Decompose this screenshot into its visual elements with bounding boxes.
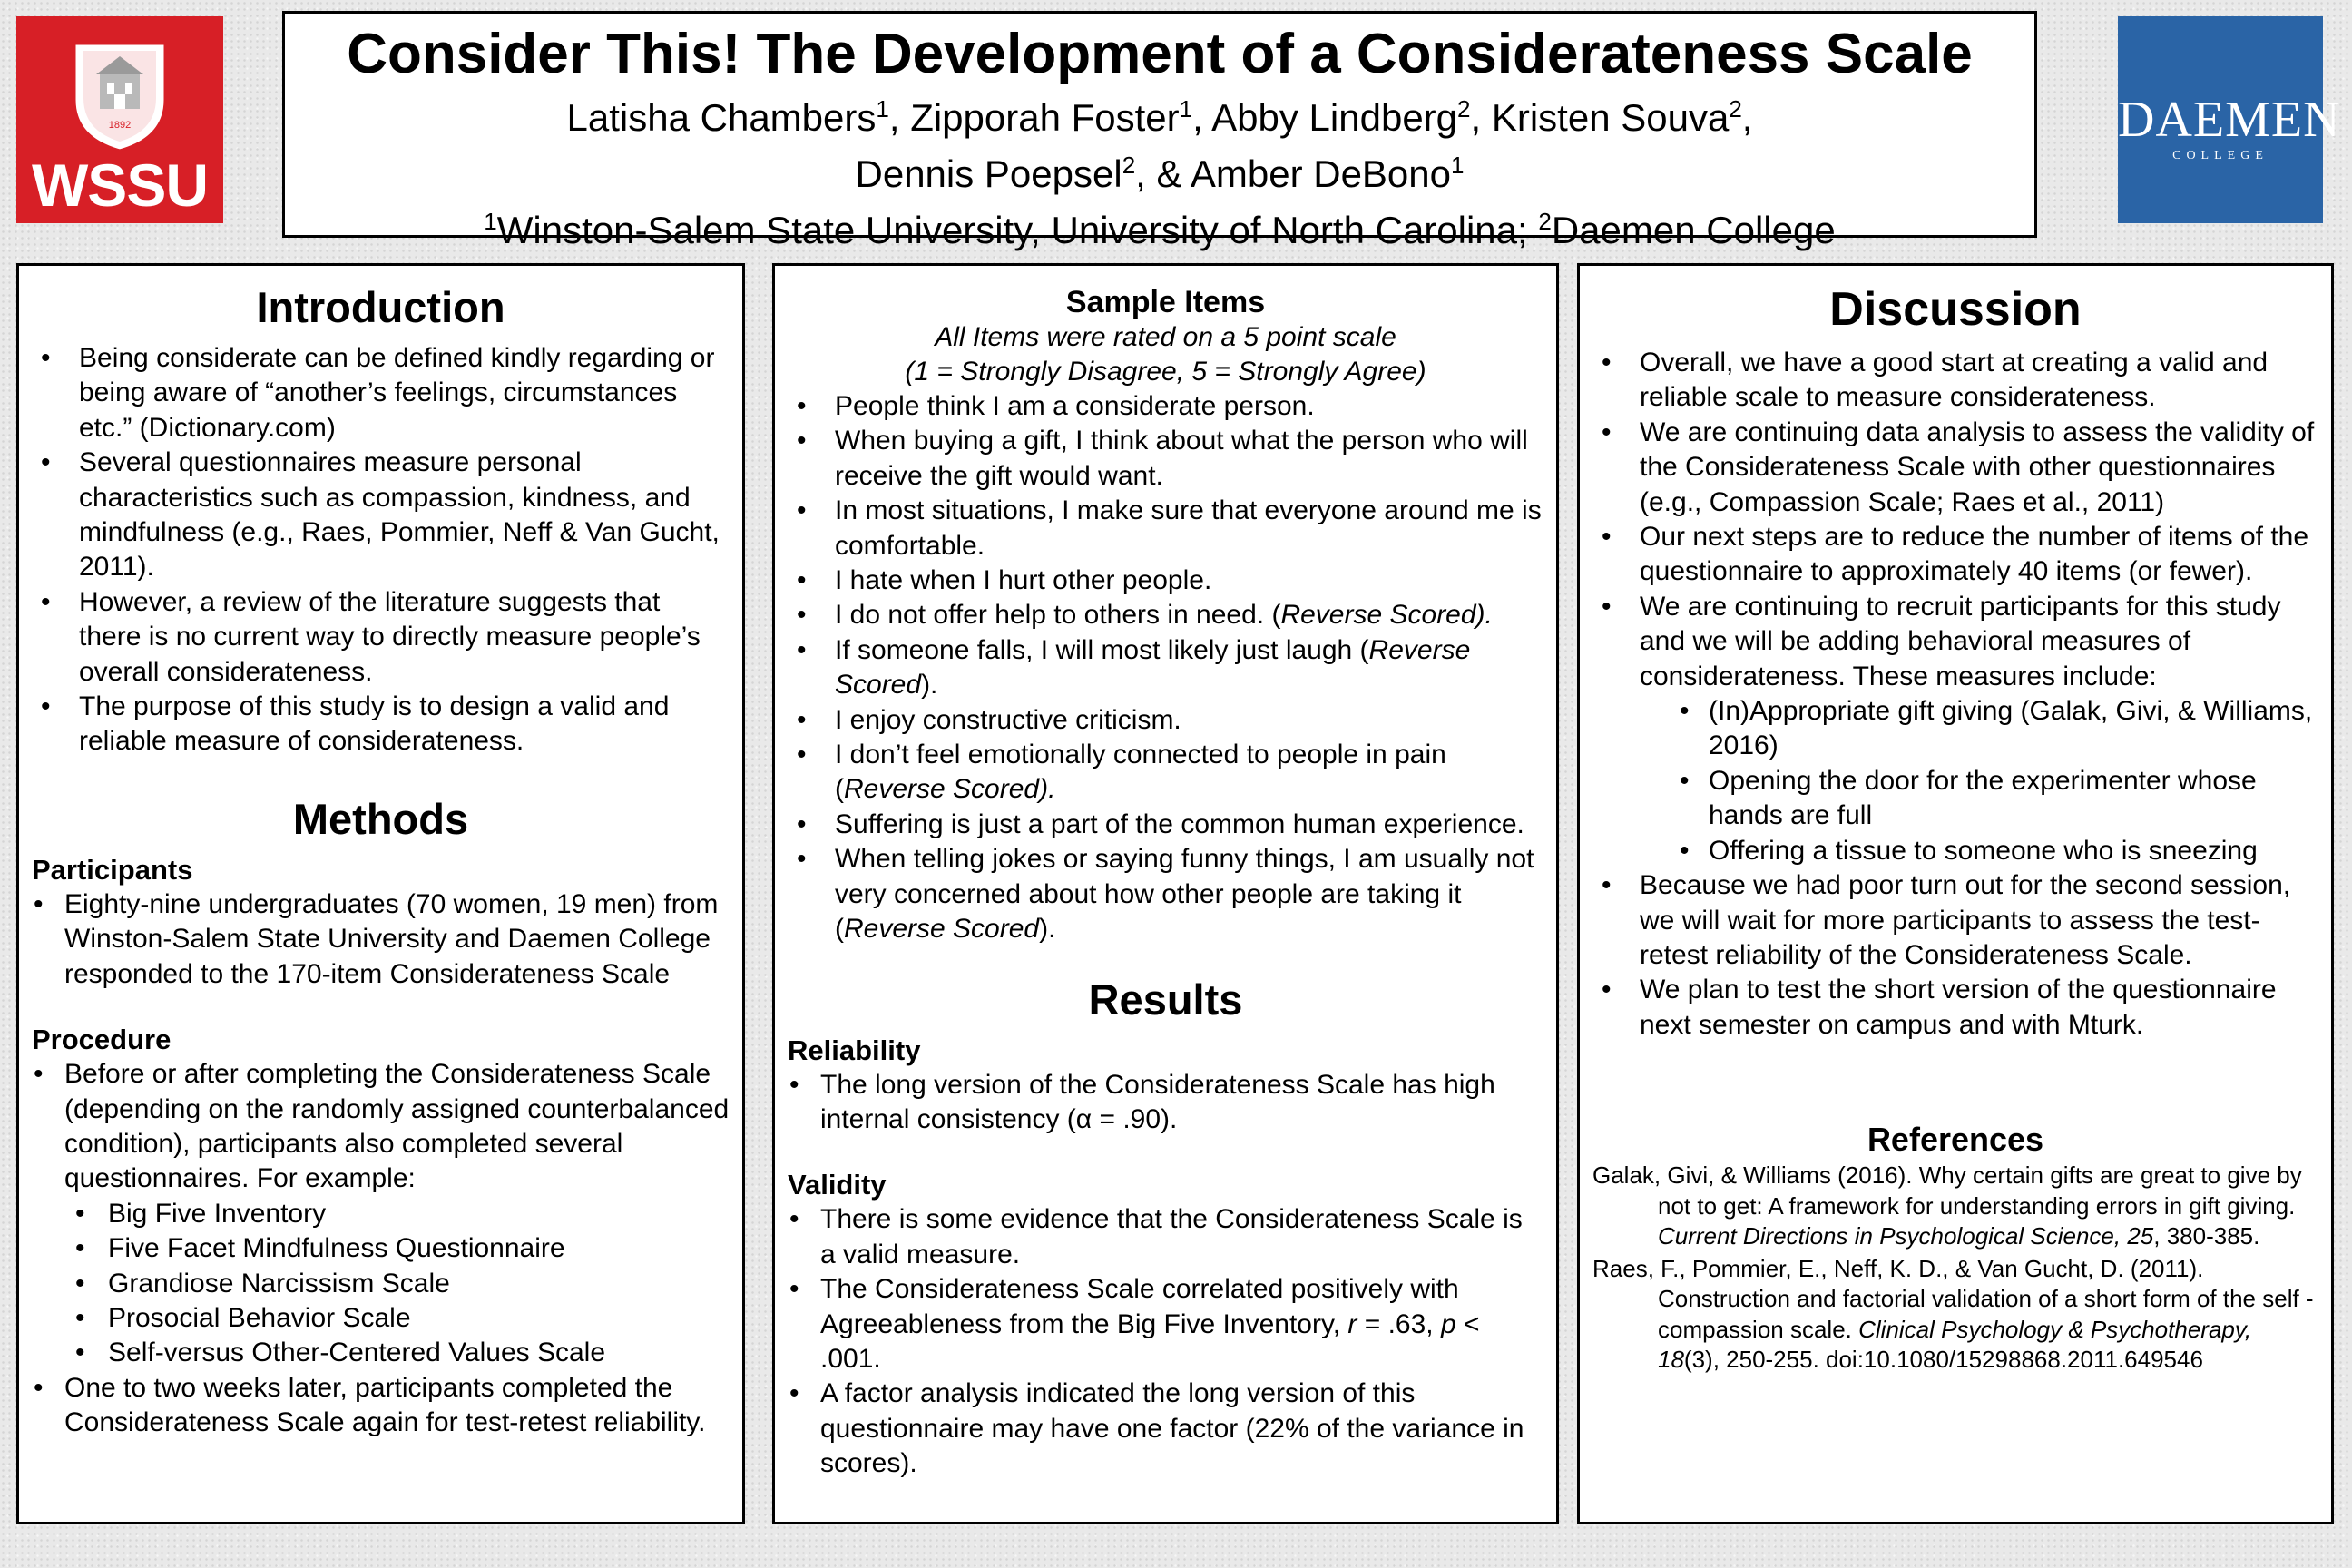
discussion-title: Discussion <box>1829 283 2082 336</box>
behavioral-measures-list <box>1592 694 2318 868</box>
list-item: • When buying a gift, I think about what the person who will receive the gift would want. <box>788 424 1544 494</box>
daemen-subtext: COLLEGE <box>2172 149 2269 162</box>
discussion-list <box>1592 346 2318 694</box>
list-item: • Prosocial Behavior Scale <box>32 1301 730 1336</box>
sample-items-title: Sample Items <box>1065 285 1266 319</box>
list-item: • There is some evidence that the Considerateness Scale is a valid measure. <box>788 1202 1544 1272</box>
procedure-followup-list <box>32 1371 730 1441</box>
list-item: • In most situations, I make sure that everyone around me is comfortable. <box>788 494 1544 564</box>
right-panel <box>1577 263 2334 1524</box>
list-item: • When telling jokes or saying funny things, I am usually not very concerned about how other people are taking it (Reverse Scored). <box>788 842 1544 946</box>
left-panel <box>16 263 745 1524</box>
list-item: • However, a review of the literature suggests that there is no current way to directly measure people’s overall considerateness. <box>32 585 730 690</box>
wssu-logo <box>16 16 223 223</box>
crest-icon <box>65 36 174 154</box>
methods-title: Methods <box>292 794 469 843</box>
participants-title: Participants <box>32 853 193 886</box>
references-title: References <box>1867 1121 2044 1159</box>
authors-line-2: Dennis Poepsel$^2$, & Amber DeBono$^1$ <box>855 152 1465 196</box>
list-item: • Grandiose Narcissism Scale <box>32 1267 730 1301</box>
poster-header <box>282 11 2037 252</box>
list-item: • Suffering is just a part of the common human experience. <box>788 808 1544 842</box>
list-item: • I don’t feel emotionally connected to people in pain (Reverse Scored). <box>788 738 1544 808</box>
questionnaire-list <box>32 1197 730 1371</box>
list-item: • I hate when I hurt other people. <box>788 564 1544 598</box>
list-item: • People think I am a considerate person. <box>788 389 1544 424</box>
reliability-title: Reliability <box>788 1034 921 1066</box>
list-item: • I enjoy constructive criticism. <box>788 703 1544 738</box>
list-item: • Several questionnaires measure personal characteristics such as compassion, kindness, and mindfulness (e.g., Raes, Pommier, Neff & Van Gucht, 2011). <box>32 446 730 585</box>
middle-panel <box>772 263 1559 1524</box>
scale-anchors: (1 = Strongly Disagree, 5 = Strongly Agree) <box>905 357 1426 387</box>
reference-entry: Raes, F., Pommier, E., Neff, K. D., & Van Gucht, D. (2011). Construction and factorial validation of a short form of the self - compassion scale. Clinical Psychology & Psychotherapy, 18(3), 250-255. doi:10.1080/15298868.2011.649546 <box>1592 1254 2314 1374</box>
list-item: • The Considerateness Scale correlated positively with Agreeableness from the Big Five Inventory, r = .63, p < .001. <box>788 1272 1544 1377</box>
validity-list <box>788 1202 1544 1481</box>
procedure-list <box>32 1057 730 1197</box>
daemen-logo <box>2118 16 2341 223</box>
list-item: • Eighty-nine undergraduates (70 women, 19 men) from Winston-Salem State University and Daemen College responded to the 170-item Considerateness Scale <box>32 887 730 992</box>
list-item: • We plan to test the short version of the questionnaire next semester on campus and with Mturk. <box>1592 973 2318 1043</box>
introduction-list <box>32 341 730 760</box>
sample-items-list <box>788 389 1544 947</box>
list-item: • Five Facet Mindfulness Questionnaire <box>32 1231 730 1266</box>
validity-title: Validity <box>788 1169 887 1201</box>
poster-title: Consider This! The Development of a Considerateness Scale <box>347 23 1973 85</box>
list-item: • Big Five Inventory <box>32 1197 730 1231</box>
reliability-list <box>788 1068 1544 1138</box>
list-item: • Being considerate can be defined kindly regarding or being aware of “another’s feelings, circumstances etc.” (Dictionary.com) <box>32 341 730 446</box>
list-item: • One to two weeks later, participants completed the Considerateness Scale again for test-retest reliability. <box>32 1371 730 1441</box>
procedure-title: Procedure <box>32 1024 172 1056</box>
list-item: • Self-versus Other-Centered Values Scale <box>32 1336 730 1370</box>
list-item: • We are continuing data analysis to assess the validity of the Considerateness Scale with other questionnaires (e.g., Compassion Scale; Raes et al., 2011) <box>1592 416 2318 520</box>
discussion-list-continued <box>1592 868 2318 1043</box>
list-item: • We are continuing to recruit participants for this study and we will be adding behavioral measures of considerateness. These measures include: <box>1592 590 2318 694</box>
list-item: • I do not offer help to others in need. (Reverse Scored). <box>788 598 1544 632</box>
list-item: • Because we had poor turn out for the second session, we will wait for more participants to assess the test-retest reliability of the Considerateness Scale. <box>1592 868 2318 973</box>
list-item: • Offering a tissue to someone who is sneezing <box>1592 834 2318 868</box>
affiliations: $^1$Winston-Salem State University, University of North Carolina; $^2$Daemen College <box>484 208 1836 252</box>
list-item: • A factor analysis indicated the long version of this questionnaire may have one factor (22% of the variance in scores). <box>788 1377 1544 1481</box>
scale-note: All Items were rated on a 5 point scale <box>935 322 1396 352</box>
participants-list <box>32 887 730 992</box>
daemen-wordmark: DAEMEN <box>2118 92 2341 148</box>
list-item: • The long version of the Considerateness Scale has high internal consistency (α = .90). <box>788 1068 1544 1138</box>
list-item: • If someone falls, I will most likely just laugh (Reverse Scored). <box>788 633 1544 703</box>
list-item: • Overall, we have a good start at creating a valid and reliable scale to measure considerateness. <box>1592 346 2318 416</box>
introduction-title: Introduction <box>256 283 505 331</box>
list-item: • Before or after completing the Considerateness Scale (depending on the randomly assigned counterbalanced condition), participants also completed several questionnaires. For example: <box>32 1057 730 1197</box>
reference-entry: Galak, Givi, & Williams (2016). Why certain gifts are great to give by not to get: A framework for understanding errors in gift giving. Current Directions in Psychological Science, 25, 380-385. <box>1592 1161 2302 1250</box>
wssu-wordmark: WSSU <box>32 152 208 219</box>
list-item: • The purpose of this study is to design a valid and reliable measure of considerateness. <box>32 690 730 760</box>
authors-line-1: Latisha Chambers$^1$, Zipporah Foster$^1$, Abby Lindberg$^2$, Kristen Souva$^2$, <box>566 95 1753 140</box>
crest-year: 1892 <box>108 120 132 131</box>
list-item: • (In)Appropriate gift giving (Galak, Givi, & Williams, 2016) <box>1592 694 2318 764</box>
list-item: • Our next steps are to reduce the number of items of the questionnaire to approximately 40 items (or fewer). <box>1592 520 2318 590</box>
results-title: Results <box>1088 975 1243 1024</box>
list-item: • Opening the door for the experimenter whose hands are full <box>1592 764 2318 834</box>
